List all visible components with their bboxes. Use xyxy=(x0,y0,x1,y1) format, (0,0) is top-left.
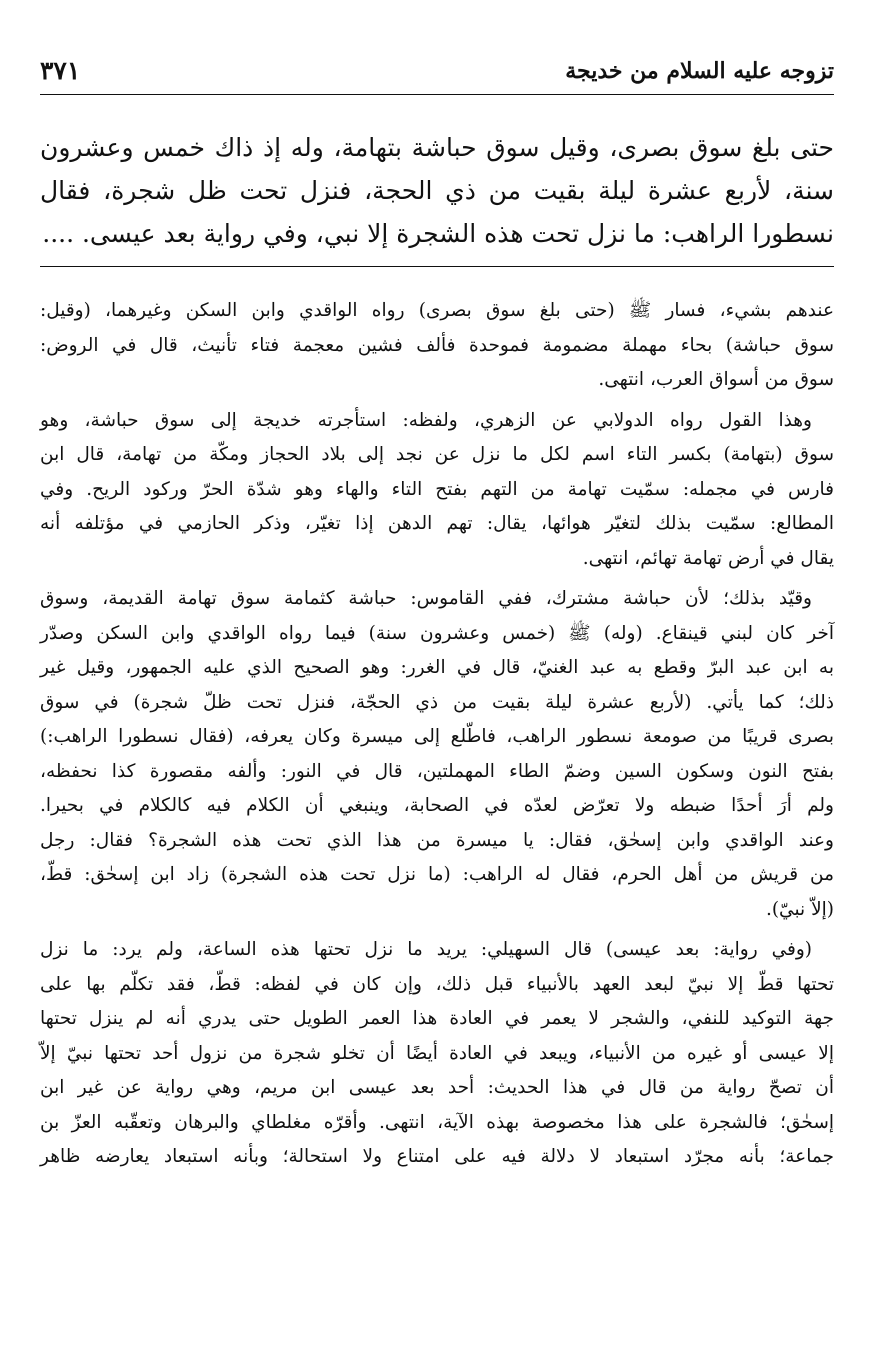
commentary-line: تحتها قطّ إلا نبيّ لبعد العهد بالأنبياء قبل ذلك، وإن كان في لفظه: قطّ، فقد تكلّم بها على xyxy=(40,973,834,995)
main-text-separator xyxy=(40,266,834,267)
commentary-paragraph xyxy=(40,933,834,1175)
commentary-line: آخر كان لبني قينقاع. (وله) ﷺ (خمس وعشرون سنة) فيما رواه الواقدي وابن السكن وصدّر xyxy=(40,622,834,644)
main-text-line: نسطورا الراهب: ما نزل تحت هذه الشجرة إلا نبي، وفي رواية بعد عيسى. .... xyxy=(42,219,834,248)
commentary-paragraph xyxy=(40,294,834,398)
commentary-line: به ابن عبد البرّ وقطع به عبد الغنيّ، قال في الغرر: وهو الصحيح الذي عليه الجمهور، وقيل غير xyxy=(40,657,835,678)
commentary-line: سوق حباشة) بحاء مهملة مضمومة فموحدة فألف فشين معجمة فتاء تأنيث، قال في الروض: xyxy=(40,334,834,356)
commentary-line: فارس في مجمله: سمّيت تهامة من التهم بفتح التاء والهاء وهو شدّة الحرّ وركود الريح. وفي xyxy=(40,478,834,500)
commentary-line: يقال في أرض تهامة تهائم، انتهى. xyxy=(582,547,834,569)
page-header xyxy=(40,54,834,94)
commentary-line: عندهم بشيء، فسار ﷺ (حتى بلغ سوق بصرى) رواه الواقدي وابن السكن وغيرهما، (وقيل: xyxy=(40,300,834,321)
commentary-line: وقيّد بذلك؛ لأن حباشة مشترك، ففي القاموس: حباشة كثمامة سوق تهامة القديمة، وسوق xyxy=(40,588,812,609)
commentary-line: المطالع: سمّيت بذلك لتغيّر هوائها، يقال: تهم الدهن إذا تغيّر، وذكر الحازمي في مؤتلفه أنه xyxy=(40,513,834,534)
commentary-line: (إلاّ نبيّ). xyxy=(765,898,834,920)
commentary-line: وعند الواقدي وابن إسحٰق، فقال: يا ميسرة من هذا الذي تحت هذه الشجرة؟ فقال: رجل xyxy=(40,829,834,851)
commentary-paragraph xyxy=(40,582,834,927)
commentary-line: إسحٰق؛ فالشجرة على هذا مخصوصة بهذه الآية، انتهى. وأقرّه مغلطاي والبرهان وتعقّبه العزّ بن xyxy=(40,1111,834,1133)
commentary-line: جهة التوكيد للنفي، والشجر لا يعمر في العادة هذا العمر الطويل حتى يدري أنه لم ينزل تحتها xyxy=(40,1008,834,1029)
commentary-line: إلا عيسى أو غيره من الأنبياء، ويبعد في العادة أيضًا أن تخلو شجرة من نزول أحد تحتها نبيّ إلاّ xyxy=(40,1042,835,1064)
commentary-line: جماعة؛ بأنه مجرّد استبعاد لا دلالة فيه على امتناع ولا استحالة؛ وبأنه استبعاد يعارضه ظاهر xyxy=(40,1146,834,1167)
commentary-line: (وفي رواية: بعد عيسى) قال السهيلي: يريد ما نزل تحتها هذه الساعة، ولم يرد: ما نزل xyxy=(40,939,812,960)
commentary-line: بفتح النون وسكون السين وضمّ الطاء المهملتين، قال في النور: وألفه مقصورة كذا نحفظه، xyxy=(40,760,834,782)
commentary-line: ذلك؛ كما يأتي. (لأربع عشرة ليلة بقيت من ذي الحجّة، فنزل تحت ظلّ شجرة) في سوق xyxy=(40,691,834,713)
commentary-line: أن تصحّ رواية من قال في هذا الحديث: أحد بعد عيسى ابن مريم، وهي رواية عن غير ابن xyxy=(40,1077,834,1098)
commentary-line: من قريش من أهل الحرم، فقال له الراهب: (ما نزل تحت هذه الشجرة) زاد ابن إسحٰق: قطّ، xyxy=(40,864,834,885)
commentary-paragraph xyxy=(40,404,834,577)
commentary-line: سوق من أسواق العرب، انتهى. xyxy=(598,369,834,390)
page-number: ٣٧١ xyxy=(40,56,81,85)
running-title: تزوجه عليه السلام من خديجة xyxy=(565,58,834,84)
commentary-line: بصرى قريبًا من صومعة نسطور الراهب، فاطّلع إلى ميسرة وكان يعرفه، (فقال نسطورا الراهب:) xyxy=(40,726,834,747)
main-text xyxy=(40,126,834,255)
main-text-line: حتى بلغ سوق بصرى، وقيل سوق حباشة بتهامة، وله إذ ذاك خمس وعشرون xyxy=(40,133,834,162)
commentary-line: سوق (بتهامة) بكسر التاء اسم لكل ما نزل عن نجد إلى بلاد الحجاز ومكّة من تهامة، قال ابن xyxy=(40,444,834,465)
main-text-line: سنة، لأربع عشرة ليلة بقيت من ذي الحجة، فنزل تحت ظل شجرة، فقال xyxy=(40,176,834,205)
commentary-line: وهذا القول رواه الدولابي عن الزهري، ولفظه: استأجرته خديجة إلى سوق حباشة، وهو xyxy=(40,409,812,431)
header-rule xyxy=(40,94,834,95)
commentary-line: ولم أرَ أحدًا ضبطه ولا تعرّض لعدّه في الصحابة، وينبغي أن الكلام فيه كالكلام في بحيرا. xyxy=(40,795,834,816)
commentary xyxy=(40,294,834,1175)
